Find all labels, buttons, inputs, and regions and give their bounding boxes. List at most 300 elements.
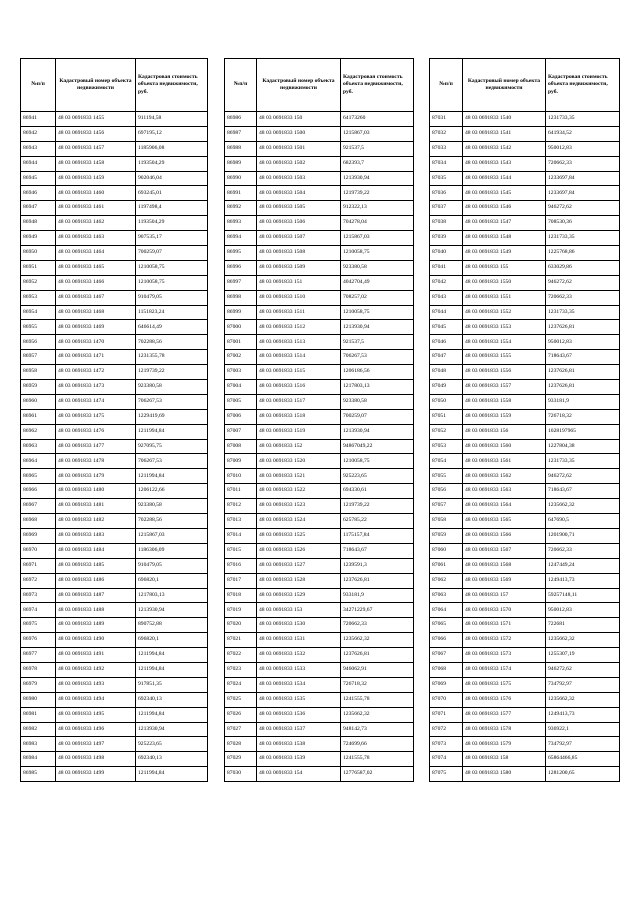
cell-num: 87020 (225, 618, 257, 633)
cell-cadastral-value: 94867049,22 (341, 439, 414, 454)
table-row (430, 514, 620, 529)
cell-num: 86977 (21, 648, 56, 663)
table-row (430, 409, 620, 424)
cell-cadastral-number: 48 03 0691833 157 (463, 588, 546, 603)
table-row (225, 394, 414, 409)
cell-cadastral-number: 48 03 0691833 1564 (463, 499, 546, 514)
table-row (430, 171, 620, 186)
cell-cadastral-value: 910479,05 (136, 558, 208, 573)
table-row (225, 171, 414, 186)
cell-cadastral-value: 1235662,32 (546, 499, 620, 514)
cell-cadastral-value: 706267,53 (136, 454, 208, 469)
cell-cadastral-value: 696820,1 (136, 633, 208, 648)
table-row (21, 380, 208, 395)
cell-cadastral-number: 48 03 0691833 1483 (56, 528, 136, 543)
cell-num: 86944 (21, 156, 56, 171)
cell-cadastral-number: 48 03 0691833 1533 (257, 662, 341, 677)
cell-cadastral-number: 48 03 0691833 1531 (257, 633, 341, 648)
table-row (430, 320, 620, 335)
cell-num: 87027 (225, 722, 257, 737)
cell-cadastral-number: 48 03 0691833 1571 (463, 618, 546, 633)
cell-cadastral-value: 1210058,75 (341, 454, 414, 469)
cell-num: 87028 (225, 737, 257, 752)
table-row (225, 246, 414, 261)
table-row (225, 588, 414, 603)
cell-cadastral-value: 923380,58 (341, 394, 414, 409)
cell-num: 87068 (430, 662, 463, 677)
cell-cadastral-number: 48 03 0691833 1470 (56, 335, 136, 350)
table-row (430, 707, 620, 722)
cell-cadastral-value: 4042704,49 (341, 275, 414, 290)
cell-cadastral-value: 890752,88 (136, 618, 208, 633)
cell-cadastral-number: 48 03 0691833 1477 (56, 439, 136, 454)
cell-cadastral-number: 48 03 0691833 1569 (463, 573, 546, 588)
cell-cadastral-value: 950012,83 (546, 141, 620, 156)
cell-num: 86971 (21, 558, 56, 573)
cell-cadastral-number: 48 03 0691833 1488 (56, 603, 136, 618)
cell-cadastral-number: 48 03 0691833 1537 (257, 722, 341, 737)
cell-num: 87058 (430, 514, 463, 529)
cell-cadastral-value: 1186306,09 (136, 543, 208, 558)
cell-num: 87059 (430, 528, 463, 543)
cell-num: 86963 (21, 439, 56, 454)
cell-cadastral-value: 1151823,24 (136, 305, 208, 320)
cell-cadastral-value: 694330,61 (341, 484, 414, 499)
cell-cadastral-number: 48 03 0691833 1511 (257, 305, 341, 320)
cell-cadastral-number: 48 03 0691833 1563 (463, 484, 546, 499)
table-row (21, 454, 208, 469)
table-row (430, 290, 620, 305)
cell-cadastral-number: 48 03 0691833 1545 (463, 186, 546, 201)
table-row (225, 112, 414, 127)
cell-cadastral-value: 1233697,84 (546, 186, 620, 201)
table-row (225, 439, 414, 454)
cell-num: 87043 (430, 290, 463, 305)
cell-num: 86989 (225, 156, 257, 171)
cell-cadastral-value: 12776587,02 (341, 767, 414, 782)
cell-num: 87071 (430, 707, 463, 722)
cell-cadastral-number: 48 03 0691833 1577 (463, 707, 546, 722)
cell-cadastral-value: 950012,83 (546, 335, 620, 350)
cell-cadastral-number: 48 03 0691833 1515 (257, 365, 341, 380)
cell-num: 86942 (21, 126, 56, 141)
table-row (430, 260, 620, 275)
cell-num: 87012 (225, 499, 257, 514)
table-row (225, 573, 414, 588)
cell-cadastral-value: 696820,1 (136, 573, 208, 588)
cell-cadastral-number: 48 03 0691833 1552 (463, 305, 546, 320)
cell-cadastral-value: 720662,33 (546, 156, 620, 171)
table-row (430, 275, 620, 290)
cell-num: 87023 (225, 662, 257, 677)
cell-cadastral-value: 726718,32 (341, 677, 414, 692)
table-row (21, 424, 208, 439)
cell-cadastral-number: 48 03 0691833 1525 (257, 528, 341, 543)
cell-cadastral-number: 48 03 0691833 1501 (257, 141, 341, 156)
cell-cadastral-value: 946272,62 (546, 662, 620, 677)
cell-cadastral-value: 706267,53 (341, 350, 414, 365)
cell-cadastral-value: 1231733,35 (546, 112, 620, 127)
table-row (21, 156, 208, 171)
table-row (225, 499, 414, 514)
table-row (21, 543, 208, 558)
cell-num: 86960 (21, 394, 56, 409)
cell-num: 86957 (21, 350, 56, 365)
table-row (430, 633, 620, 648)
cadastral-table-1 (20, 58, 208, 782)
cell-cadastral-value: 1217803,13 (341, 380, 414, 395)
cell-cadastral-value: 1201900,71 (546, 528, 620, 543)
table-row (430, 305, 620, 320)
header-cadastral-value: Кадастровая стоимость объекта недвижимости, руб. (546, 59, 620, 112)
cell-cadastral-value: 927095,75 (136, 439, 208, 454)
table-row (21, 692, 208, 707)
table-row (225, 260, 414, 275)
cell-cadastral-value: 722681 (546, 618, 620, 633)
table-row (430, 543, 620, 558)
table-row (21, 662, 208, 677)
cell-cadastral-number: 48 03 0691833 1550 (463, 275, 546, 290)
cell-cadastral-number: 48 03 0691833 1522 (257, 484, 341, 499)
cell-cadastral-value: 706267,53 (136, 394, 208, 409)
table-row (225, 141, 414, 156)
cell-cadastral-value: 1175157,84 (341, 528, 414, 543)
cell-num: 87064 (430, 603, 463, 618)
table-row (225, 275, 414, 290)
cell-cadastral-number: 48 03 0691833 1536 (257, 707, 341, 722)
table-row (225, 409, 414, 424)
cell-cadastral-number: 48 03 0691833 1539 (257, 752, 341, 767)
cell-cadastral-value: 948142,73 (341, 722, 414, 737)
cell-cadastral-number: 48 03 0691833 1484 (56, 543, 136, 558)
cell-cadastral-number: 48 03 0691833 1529 (257, 588, 341, 603)
cell-cadastral-number: 48 03 0691833 1558 (463, 394, 546, 409)
cell-cadastral-value: 1225768,86 (546, 246, 620, 261)
cell-cadastral-number: 48 03 0691833 152 (257, 439, 341, 454)
cell-cadastral-number: 48 03 0691833 1510 (257, 290, 341, 305)
table-row (21, 618, 208, 633)
cell-num: 87057 (430, 499, 463, 514)
cell-cadastral-number: 48 03 0691833 1460 (56, 186, 136, 201)
cell-cadastral-value: 911194,58 (136, 112, 208, 127)
cell-cadastral-number: 48 03 0691833 1578 (463, 722, 546, 737)
cell-num: 87001 (225, 335, 257, 350)
cell-num: 86994 (225, 231, 257, 246)
cell-cadastral-value: 1210058,75 (136, 275, 208, 290)
table-row (225, 662, 414, 677)
cell-cadastral-number: 48 03 0691833 154 (257, 767, 341, 782)
cell-cadastral-number: 48 03 0691833 1560 (463, 439, 546, 454)
header-cadastral-value: Кадастровая стоимость объекта недвижимости, руб. (341, 59, 414, 112)
cell-num: 87050 (430, 394, 463, 409)
cell-num: 86954 (21, 305, 56, 320)
table-row (225, 454, 414, 469)
cell-cadastral-number: 48 03 0691833 1544 (463, 171, 546, 186)
cell-cadastral-value: 923380,58 (136, 499, 208, 514)
cell-num: 87033 (430, 141, 463, 156)
cell-cadastral-value: 1237626,81 (546, 380, 620, 395)
cell-cadastral-number: 48 03 0691833 1514 (257, 350, 341, 365)
cell-cadastral-number: 48 03 0691833 1462 (56, 216, 136, 231)
cell-cadastral-number: 48 03 0691833 1482 (56, 514, 136, 529)
table-row (430, 588, 620, 603)
cell-cadastral-number: 48 03 0691833 1549 (463, 246, 546, 261)
table-row (430, 692, 620, 707)
cell-num: 87065 (430, 618, 463, 633)
cell-cadastral-number: 48 03 0691833 1472 (56, 365, 136, 380)
cell-num: 86987 (225, 126, 257, 141)
header-cadastral-number: Кадастровый номер объекта недвижимости (463, 59, 546, 112)
table-row (430, 201, 620, 216)
cell-num: 87026 (225, 707, 257, 722)
cell-cadastral-value: 1213930,94 (341, 424, 414, 439)
cell-num: 86965 (21, 469, 56, 484)
cell-num: 87010 (225, 469, 257, 484)
cell-cadastral-number: 48 03 0691833 1561 (463, 454, 546, 469)
cell-num: 87072 (430, 722, 463, 737)
cell-cadastral-number: 48 03 0691833 1568 (463, 558, 546, 573)
table-row (430, 186, 620, 201)
cell-num: 86983 (21, 737, 56, 752)
cell-cadastral-number: 48 03 0691833 1474 (56, 394, 136, 409)
cell-cadastral-number: 48 03 0691833 1498 (56, 752, 136, 767)
cell-cadastral-number: 48 03 0691833 1458 (56, 156, 136, 171)
cell-num: 86976 (21, 633, 56, 648)
cell-cadastral-value: 1229419,69 (136, 409, 208, 424)
cell-cadastral-value: 65864466,85 (546, 752, 620, 767)
cell-num: 87007 (225, 424, 257, 439)
cell-cadastral-value: 917851,35 (136, 677, 208, 692)
cell-cadastral-value: 925223,65 (136, 737, 208, 752)
cell-cadastral-number: 48 03 0691833 1469 (56, 320, 136, 335)
cell-cadastral-number: 48 03 0691833 1530 (257, 618, 341, 633)
header-num: №п/п (430, 59, 463, 112)
cell-cadastral-value: 1206186,56 (341, 365, 414, 380)
table-row (21, 260, 208, 275)
cell-num: 87074 (430, 752, 463, 767)
cell-cadastral-value: 718643,67 (341, 543, 414, 558)
cell-cadastral-value: 708257,02 (341, 290, 414, 305)
table-header-row (430, 59, 620, 112)
cell-cadastral-number: 48 03 0691833 1559 (463, 409, 546, 424)
cell-num: 87054 (430, 454, 463, 469)
table-row (225, 469, 414, 484)
cell-num: 86972 (21, 573, 56, 588)
cell-cadastral-number: 48 03 0691833 1489 (56, 618, 136, 633)
cell-cadastral-number: 48 03 0691833 1471 (56, 350, 136, 365)
table-row (225, 677, 414, 692)
cell-cadastral-number: 48 03 0691833 1466 (56, 275, 136, 290)
cell-cadastral-number: 48 03 0691833 1579 (463, 737, 546, 752)
cell-cadastral-value: 1211994,84 (136, 424, 208, 439)
cell-cadastral-number: 48 03 0691833 1507 (257, 231, 341, 246)
table-row (430, 156, 620, 171)
cell-cadastral-number: 48 03 0691833 1554 (463, 335, 546, 350)
cell-num: 86958 (21, 365, 56, 380)
table-row (430, 469, 620, 484)
cell-num: 86967 (21, 499, 56, 514)
cell-num: 86982 (21, 722, 56, 737)
cell-cadastral-value: 923380,58 (341, 260, 414, 275)
cell-cadastral-value: 647690,5 (546, 514, 620, 529)
cell-cadastral-number: 48 03 0691833 1479 (56, 469, 136, 484)
cell-num: 87029 (225, 752, 257, 767)
cell-num: 87056 (430, 484, 463, 499)
cell-num: 87042 (430, 275, 463, 290)
cell-cadastral-number: 48 03 0691833 1490 (56, 633, 136, 648)
cell-cadastral-value: 1185906,08 (136, 141, 208, 156)
table-row (430, 484, 620, 499)
cell-cadastral-value: 950012,83 (546, 603, 620, 618)
cell-num: 87031 (430, 112, 463, 127)
table-header-row (225, 59, 414, 112)
header-cadastral-number: Кадастровый номер объекта недвижимости (56, 59, 136, 112)
cell-cadastral-value: 946062,91 (341, 662, 414, 677)
table-row (225, 558, 414, 573)
cell-cadastral-number: 48 03 0691833 1513 (257, 335, 341, 350)
table-row (430, 141, 620, 156)
cell-cadastral-number: 48 03 0691833 151 (257, 275, 341, 290)
table-row (430, 335, 620, 350)
table-row (21, 528, 208, 543)
cell-cadastral-value: 1211994,84 (136, 648, 208, 663)
table-row (225, 380, 414, 395)
cell-num: 87040 (430, 246, 463, 261)
cell-num: 86970 (21, 543, 56, 558)
table-row (225, 231, 414, 246)
table-row (430, 439, 620, 454)
cell-num: 86952 (21, 275, 56, 290)
cell-cadastral-value: 1219739,22 (136, 365, 208, 380)
table-row (430, 499, 620, 514)
cell-cadastral-number: 48 03 0691833 1521 (257, 469, 341, 484)
cell-cadastral-number: 48 03 0691833 1487 (56, 588, 136, 603)
cell-cadastral-number: 48 03 0691833 1526 (257, 543, 341, 558)
table-row (225, 156, 414, 171)
cell-cadastral-value: 912322,13 (341, 201, 414, 216)
cell-num: 86985 (21, 767, 56, 782)
cell-cadastral-number: 48 03 0691833 150 (257, 112, 341, 127)
cell-cadastral-number: 48 03 0691833 1492 (56, 662, 136, 677)
cell-num: 87060 (430, 543, 463, 558)
cell-num: 87052 (430, 424, 463, 439)
cell-cadastral-value: 1211994,84 (136, 469, 208, 484)
cell-num: 87025 (225, 692, 257, 707)
cell-num: 87000 (225, 320, 257, 335)
cell-num: 87013 (225, 514, 257, 529)
table-row (225, 305, 414, 320)
cell-num: 86948 (21, 216, 56, 231)
cell-num: 87053 (430, 439, 463, 454)
cell-cadastral-value: 720662,33 (546, 543, 620, 558)
table-row (225, 648, 414, 663)
cell-cadastral-number: 48 03 0691833 1506 (257, 216, 341, 231)
cell-cadastral-number: 48 03 0691833 1476 (56, 424, 136, 439)
table-row (430, 558, 620, 573)
cell-cadastral-value: 697195,12 (136, 126, 208, 141)
cell-num: 87008 (225, 439, 257, 454)
cell-num: 87061 (430, 558, 463, 573)
cell-cadastral-number: 48 03 0691833 1546 (463, 201, 546, 216)
cell-cadastral-value: 1255307,19 (546, 648, 620, 663)
table-row (225, 528, 414, 543)
table-row (430, 424, 620, 439)
cell-cadastral-value: 1249413,73 (546, 573, 620, 588)
cell-cadastral-value: 921537,5 (341, 141, 414, 156)
table-body (430, 112, 620, 782)
cell-cadastral-number: 48 03 0691833 1497 (56, 737, 136, 752)
cell-cadastral-value: 1235662,32 (341, 707, 414, 722)
cell-cadastral-number: 48 03 0691833 1570 (463, 603, 546, 618)
cell-cadastral-number: 48 03 0691833 1575 (463, 677, 546, 692)
cell-cadastral-number: 48 03 0691833 1518 (257, 409, 341, 424)
cell-cadastral-number: 48 03 0691833 1516 (257, 380, 341, 395)
cell-num: 87070 (430, 692, 463, 707)
table-row (21, 558, 208, 573)
table-row (21, 335, 208, 350)
cell-cadastral-number: 48 03 0691833 1517 (257, 394, 341, 409)
table-row (225, 514, 414, 529)
cell-cadastral-number: 48 03 0691833 1540 (463, 112, 546, 127)
cell-num: 86995 (225, 246, 257, 261)
table-row (430, 246, 620, 261)
cell-cadastral-number: 48 03 0691833 1456 (56, 126, 136, 141)
cell-num: 87051 (430, 409, 463, 424)
cell-cadastral-value: 34271229,67 (341, 603, 414, 618)
cell-cadastral-number: 48 03 0691833 1505 (257, 201, 341, 216)
cell-cadastral-number: 48 03 0691833 1480 (56, 484, 136, 499)
cell-num: 86997 (225, 275, 257, 290)
cell-num: 87030 (225, 767, 257, 782)
cell-num: 86996 (225, 260, 257, 275)
cell-cadastral-number: 48 03 0691833 1580 (463, 767, 546, 782)
cell-num: 87063 (430, 588, 463, 603)
cell-cadastral-value: 907535,17 (136, 231, 208, 246)
cell-num: 86946 (21, 186, 56, 201)
cell-cadastral-value: 1249413,73 (546, 707, 620, 722)
table-row (225, 126, 414, 141)
cell-cadastral-number: 48 03 0691833 1500 (257, 126, 341, 141)
cell-cadastral-number: 48 03 0691833 1475 (56, 409, 136, 424)
cell-cadastral-value: 708530,36 (546, 216, 620, 231)
cell-cadastral-value: 1210058,75 (341, 305, 414, 320)
table-row (21, 722, 208, 737)
cell-cadastral-number: 48 03 0691833 1562 (463, 469, 546, 484)
table-row (225, 692, 414, 707)
cell-cadastral-number: 48 03 0691833 1499 (56, 767, 136, 782)
cell-cadastral-number: 48 03 0691833 1574 (463, 662, 546, 677)
cell-cadastral-number: 48 03 0691833 1464 (56, 246, 136, 261)
cell-cadastral-number: 48 03 0691833 1553 (463, 320, 546, 335)
cell-cadastral-value: 1241555,78 (341, 692, 414, 707)
cell-num: 87005 (225, 394, 257, 409)
cell-num: 87004 (225, 380, 257, 395)
cell-cadastral-value: 692340,13 (136, 752, 208, 767)
cell-cadastral-value: 1215867,03 (341, 231, 414, 246)
table-row (21, 469, 208, 484)
table-row (21, 216, 208, 231)
cell-cadastral-number: 48 03 0691833 1465 (56, 260, 136, 275)
cell-num: 87014 (225, 528, 257, 543)
cell-cadastral-number: 48 03 0691833 1566 (463, 528, 546, 543)
cell-num: 87017 (225, 573, 257, 588)
cell-num: 86941 (21, 112, 56, 127)
table-row (225, 752, 414, 767)
cell-num: 86968 (21, 514, 56, 529)
cell-cadastral-value: 1193504,29 (136, 156, 208, 171)
cell-num: 87022 (225, 648, 257, 663)
cell-cadastral-value: 1193504,29 (136, 216, 208, 231)
